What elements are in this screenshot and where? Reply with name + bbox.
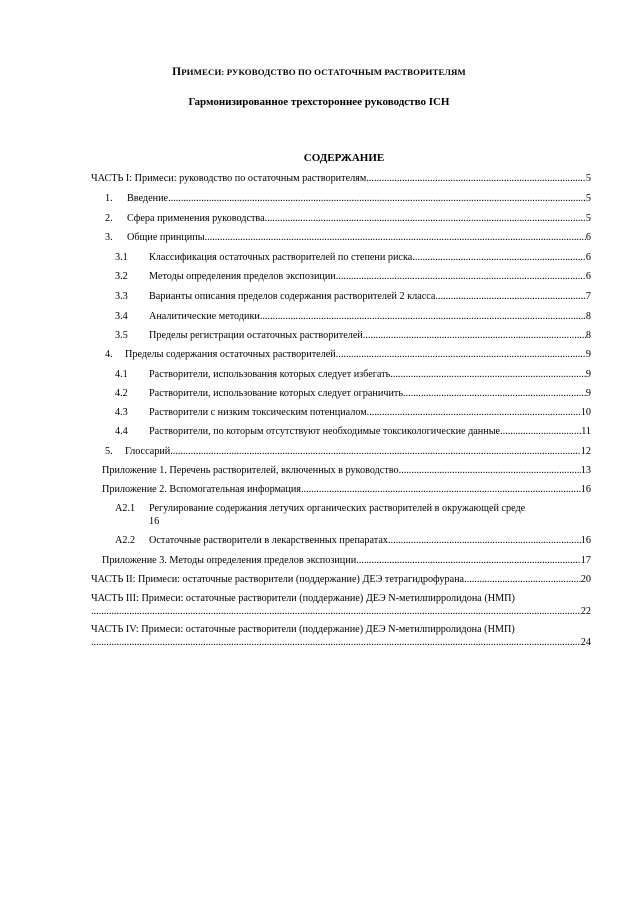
toc-leader [91, 636, 581, 649]
toc-entry-3-4[interactable] [115, 310, 591, 323]
toc-page-number: 16 [580, 484, 591, 495]
toc-entry-text: ЧАСТЬ III: Примеси: остаточные растворители (поддержание) ДЕЭ N-метилпирролидона (НМП) [91, 593, 515, 604]
toc-entry-text: Регулирование содержания летучих органических растворителей в окружающей среде [149, 503, 526, 514]
toc-entry-number: 4.3 [115, 407, 128, 418]
toc-page-number: 7 [585, 291, 591, 302]
toc-entry-part-4[interactable] [91, 623, 591, 649]
document-subtitle: Гармонизированное трехстороннее руководство ICH [188, 96, 450, 108]
toc-entry-4-1[interactable] [115, 368, 591, 381]
toc-entry-text: Классификация остаточных растворителей по степени риска [149, 252, 413, 263]
toc-leader [205, 231, 586, 244]
toc-page-number: 16 [580, 535, 591, 546]
toc-entry-number: 1. [105, 193, 113, 204]
toc-entry-3-5[interactable] [115, 329, 591, 342]
toc-entry-text: Растворители, по которым отсутствуют необходимые токсикологические данные [149, 426, 501, 437]
toc-leader [390, 368, 586, 381]
toc-leader [336, 348, 586, 361]
toc-page-number: 8 [585, 330, 591, 341]
toc-page-number: 8 [585, 311, 591, 322]
toc-leader [435, 290, 586, 303]
toc-entry-appendix-1[interactable] [102, 464, 591, 477]
toc-entry-3-1[interactable] [115, 251, 591, 264]
toc-entry-number: 3.1 [115, 252, 128, 263]
toc-entry-text: Пределы регистрации остаточных растворителей [149, 330, 363, 341]
toc-leader [260, 310, 586, 323]
toc-page-number: 24 [580, 637, 591, 648]
toc-leader [91, 605, 581, 618]
toc-entry-text: Приложение 3. Методы определения пределов экспозиции [102, 555, 357, 566]
toc-page-number: 17 [580, 555, 591, 566]
toc-page-number: 5 [585, 193, 591, 204]
title-main: РИМЕСИ: [181, 67, 227, 77]
toc-entry-number: 4.1 [115, 369, 128, 380]
document-title [0, 66, 638, 78]
toc-heading: СОДЕРЖАНИЕ [303, 152, 385, 164]
toc-leader [363, 329, 586, 342]
toc-entry-number: A2.1 [115, 503, 136, 514]
toc-leader [403, 387, 586, 400]
toc-entry-text: Сфера применения руководства [127, 213, 265, 224]
toc-entry-page-line [149, 515, 591, 528]
toc-entry-4-4[interactable] [115, 425, 591, 438]
toc-entry-3[interactable] [105, 231, 591, 244]
toc-page-number: 9 [585, 349, 591, 360]
toc-page-number: 13 [580, 465, 591, 476]
toc-entry-body [149, 502, 591, 528]
toc-entry-number: 4.4 [115, 426, 128, 437]
toc-entry-part-2[interactable] [91, 573, 591, 586]
toc-entry-text: Остаточные растворители в лекарственных препаратах [149, 535, 388, 546]
toc-entry-number: A2.2 [115, 535, 136, 546]
toc-page-number: 11 [581, 426, 591, 437]
toc-leader [170, 445, 581, 458]
toc-entry-text: Растворители, использования которых следует избегать [149, 369, 391, 380]
toc-leader [168, 192, 586, 205]
toc-page-number: 22 [580, 606, 591, 617]
toc-entry-a2-2[interactable] [115, 534, 591, 547]
toc-entry-appendix-2[interactable] [102, 483, 591, 496]
title-rest: РУКОВОДСТВО ПО ОСТАТОЧНЫМ РАСТВОРИТЕЛЯМ [226, 67, 466, 77]
toc-entry-text: Методы определения пределов экспозиции [149, 271, 336, 282]
toc-entry-text: Приложение 1. Перечень растворителей, включенных в руководство [102, 465, 399, 476]
toc-entry-number: 3.2 [115, 271, 128, 282]
toc-leader [399, 464, 581, 477]
toc-leader [367, 406, 581, 419]
toc-entry-5[interactable] [105, 445, 591, 458]
toc-page-number: 9 [585, 369, 591, 380]
toc-entry-text: ЧАСТЬ II: Примеси: остаточные растворители (поддержание) ДЕЭ тетрагидрофурана [91, 574, 465, 585]
toc-entry-text: Введение [127, 193, 169, 204]
toc-entry-number: 4. [105, 349, 113, 360]
toc-page-number: 12 [580, 446, 591, 457]
toc-entry-a2-1[interactable] [115, 502, 591, 528]
toc-entry-text: Общие принципы [127, 232, 205, 243]
toc-entry-3-2[interactable] [115, 270, 591, 283]
toc-leader [412, 251, 586, 264]
toc-leader [500, 425, 581, 438]
toc-leader [336, 270, 586, 283]
toc-page-number: 20 [580, 574, 591, 585]
toc-entry-part-1[interactable] [91, 172, 591, 185]
toc-entry-number: 3.5 [115, 330, 128, 341]
toc-page-number: 6 [585, 271, 591, 282]
toc-entry-2[interactable] [105, 212, 591, 225]
toc-entry-1[interactable] [105, 192, 591, 205]
toc-entry-number: 3.4 [115, 311, 128, 322]
toc-entry-number: 3. [105, 232, 113, 243]
toc-entry-text: Растворители с низким токсическим потенциалом [149, 407, 367, 418]
toc-entry-appendix-3[interactable] [102, 554, 591, 567]
toc-entry-4-3[interactable] [115, 406, 591, 419]
toc-page-number: 6 [585, 232, 591, 243]
toc-entry-text: Варианты описания пределов содержания растворителей 2 класса [149, 291, 436, 302]
toc-leader [301, 483, 581, 496]
toc-entry-number: 3.3 [115, 291, 128, 302]
toc-page-number: 16 [149, 516, 160, 527]
toc-entry-text: Глоссарий [125, 446, 171, 457]
title-initial: П [172, 66, 182, 78]
toc-entry-text: Растворители, использование которых следует ограничить [149, 388, 403, 399]
toc-entry-4-2[interactable] [115, 387, 591, 400]
toc-entry-4[interactable] [105, 348, 591, 361]
toc-page-number: 5 [585, 173, 591, 184]
toc-entry-3-3[interactable] [115, 290, 591, 303]
toc-leader [464, 573, 581, 586]
toc-leader [366, 172, 586, 185]
toc-entry-text: ЧАСТЬ IV: Примеси: остаточные растворители (поддержание) ДЕЭ N-метилпирролидона (НМП) [91, 624, 515, 635]
toc-entry-text: Пределы содержания остаточных растворителей [125, 349, 336, 360]
toc-entry-text: ЧАСТЬ I: Примеси: руководство по остаточным растворителям [91, 173, 367, 184]
toc-leader [265, 212, 586, 225]
toc-entry-text: Приложение 2. Вспомогательная информация [102, 484, 301, 495]
toc-entry-part-3[interactable] [91, 592, 591, 618]
toc-leader [356, 554, 581, 567]
toc-page-number: 10 [580, 407, 591, 418]
toc-page-number: 5 [585, 213, 591, 224]
toc-entry-text: Аналитические методики [149, 311, 260, 322]
toc-entry-page-line [91, 636, 591, 649]
toc-entry-page-line [91, 605, 591, 618]
toc-entry-number: 2. [105, 213, 113, 224]
toc-page-number: 9 [585, 388, 591, 399]
toc-leader [388, 534, 581, 547]
toc-entry-number: 5. [105, 446, 113, 457]
toc-page-number: 6 [585, 252, 591, 263]
toc-entry-number: 4.2 [115, 388, 128, 399]
